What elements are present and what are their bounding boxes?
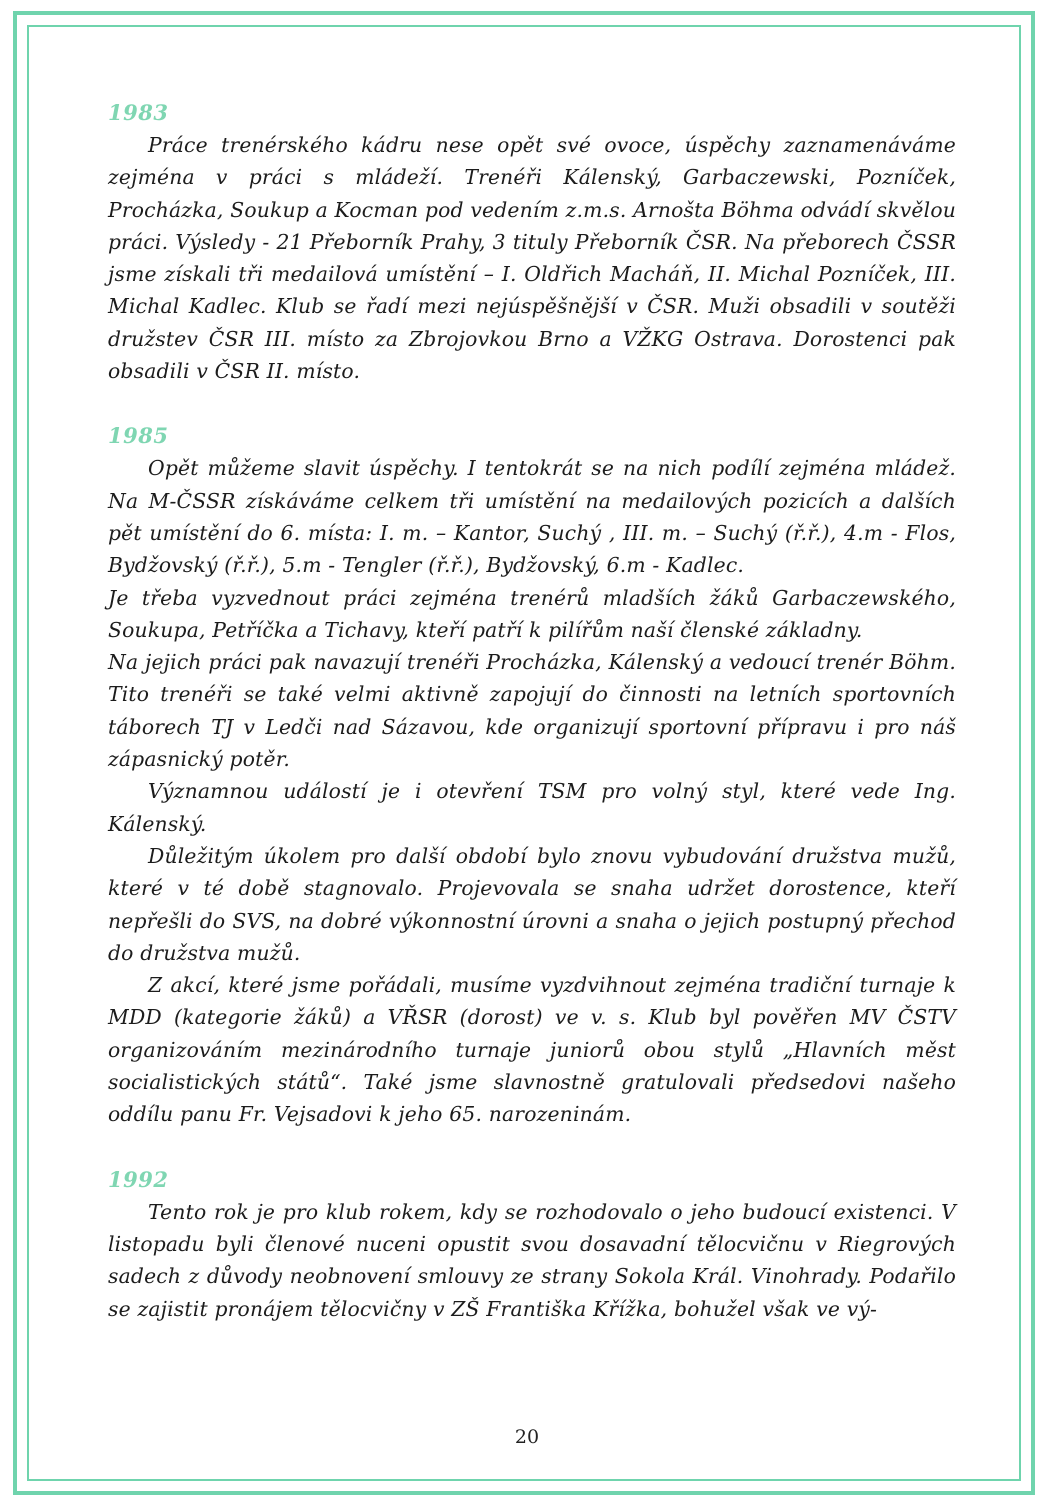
page-number: 20 <box>514 1426 540 1448</box>
paragraph: Významnou událostí je i otevření TSM pro volný styl, které vede Ing. Kálenský. <box>108 779 956 836</box>
paragraph: Je třeba vyzvednout práci zejména trenérů mladších žáků Garbaczewského, Soukupa, Petříčka a Tichavy, kteří patří k pilířům naší členské základny. <box>108 585 956 642</box>
paragraph: Tento rok je pro klub rokem, kdy se rozhodovalo o jeho budoucí existenci. V listopadu byli členové nuceni opustit svou dosavadní tělocvičnu v Riegrových sadech z důvody neobnovení smlouvy ze strany Sokola Král. Vinohrady. Podařilo se zajistit pronájem tělocvičny v ZŠ Františka Křížka, bohužel však ve vý- <box>108 1199 956 1321</box>
year-heading: 1983 <box>108 100 169 125</box>
section-1992 <box>108 1167 956 1325</box>
year-heading: 1985 <box>108 423 169 449</box>
paragraph: Práce trenérského kádru nese opět své ovoce, úspěchy zaznamenáváme zejména v práci s mládeží. Trenéři Kálenský, Garbaczewski, Pozníček, Procházka, Soukup a Kocman pod vedením z.m.s. Arnošta Böhma odvádí skvělou práci. Výsledy - 21 Přeborník Prahy, 3 tituly Přeborník ČSR. Na přeborech ČSSR jsme získali tři medailová umístění – I. Oldřich Macháň, II. Michal Pozníček, III. Michal Kadlec. Klub se řadí mezi nejúspěšnější v ČSR. Muži obsadili v soutěži družstev ČSR III. místo za Zbrojovkou Brno a VŽKG Ostrava. Dorostenci pak obsadili v ČSR II. místo. <box>108 133 956 384</box>
section-1983 <box>108 100 956 387</box>
paragraph: Důležitým úkolem pro další období bylo znovu vybudování družstva mužů, které v té době stagnovalo. Projevovala se snaha udržet dorostence, kteří nepřešli do SVS, na dobré výkonnostní úrovni a snaha o jejich postupný přechod do družstva mužů. <box>108 843 956 965</box>
paragraph: Opět můžeme slavit úspěchy. I tentokrát se na nich podílí zejména mládež. Na M-ČSSR získáváme celkem tři umístění na medailových pozicích a dalších pět umístění do 6. místa: I. m. – Kantor, Suchý , III. m. – Suchý (ř.ř.), 4.m - Flos, Bydžovský (ř.ř.), 5.m - Tengler (ř.ř.), Bydžovský, 6.m - Kadlec. <box>108 456 956 578</box>
section-1985 <box>108 423 956 1130</box>
year-heading: 1992 <box>108 1166 169 1192</box>
paragraph: Z akcí, které jsme pořádali, musíme vyzdvihnout zejména tradiční turnaje k MDD (kategorie žáků) a VŘSR (dorost) ve v. s. Klub byl pověřen MV ČSTV organizováním mezinárodního turnaje juniorů obou stylů „Hlavních měst socialistických států“. Také jsme slavnostně gratulovali předsedovi našeho oddílu panu Fr. Vejsadovi k jeho 65. narozeninám. <box>108 973 956 1127</box>
page-content <box>108 100 956 1347</box>
paragraph: Na jejich práci pak navazují trenéři Procházka, Kálenský a vedoucí trenér Böhm. Tito trenéři se také velmi aktivně zapojují do činnosti na letních sportovních táborech TJ v Ledči nad Sázavou, kde organizují sportovní přípravu i pro náš zápasnický potěr. <box>108 650 956 772</box>
